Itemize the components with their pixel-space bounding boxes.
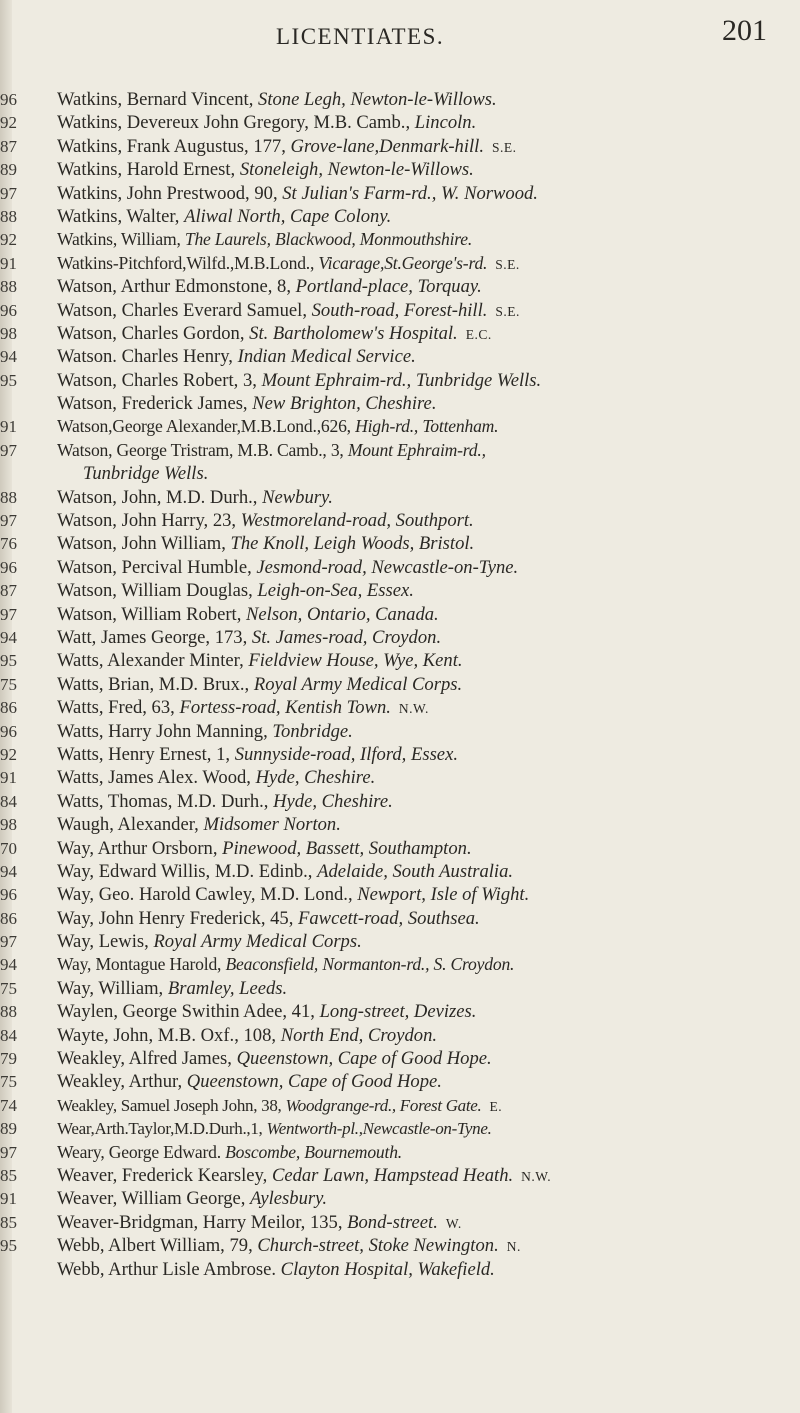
entry-address: North End, Croydon. xyxy=(280,1024,438,1046)
entry-line xyxy=(57,603,793,626)
margin-number: 88 xyxy=(0,277,17,297)
entry-address: Jesmond-road, Newcastle-on-Tyne. xyxy=(256,556,519,578)
postal-district: N.W. xyxy=(398,701,429,717)
entry-line xyxy=(57,883,793,906)
margin-number: 84 xyxy=(0,791,17,811)
entry-name: Watkins, Walter, xyxy=(57,205,180,227)
entry-name: Watson, Percival Humble, xyxy=(57,556,252,578)
entry-address: Pinewood, Bassett, Southampton. xyxy=(222,837,472,859)
entry-address: Stoneleigh, Newton-le-Willows. xyxy=(239,159,474,181)
entry-line xyxy=(57,158,793,181)
entry-address: Bramley, Leeds. xyxy=(167,977,288,999)
entry-line xyxy=(57,626,793,649)
margin-number: 97 xyxy=(0,440,17,460)
entry-name: Watts, Harry John Manning, xyxy=(57,720,268,742)
entry-name: Wear,Arth.Taylor,M.D.Durh.,1, xyxy=(57,1119,263,1139)
entry-name: Waylen, George Swithin Adee, 41, xyxy=(57,1001,315,1023)
margin-number: 85 xyxy=(0,1212,17,1232)
margin-number: 89 xyxy=(0,160,17,180)
entry-name: Watts, James Alex. Wood, xyxy=(57,767,251,789)
margin-number: 86 xyxy=(0,908,17,928)
entry-line xyxy=(57,556,793,579)
list-entry xyxy=(0,1047,800,1070)
entry-name: Watkins, Harold Ernest, xyxy=(57,159,236,181)
entry-name: Way, Arthur Orsborn, xyxy=(57,837,218,859)
margin-number: 86 xyxy=(0,698,17,718)
entry-address: Queenstown, Cape of Good Hope. xyxy=(186,1071,442,1093)
postal-district: E. xyxy=(489,1098,503,1114)
list-entry xyxy=(0,766,800,789)
entry-name: Webb, Arthur Lisle Ambrose. xyxy=(57,1258,277,1280)
entry-name: Watts, Henry Ernest, 1, xyxy=(57,743,231,765)
entry-line xyxy=(57,228,793,251)
entry-address: New Brighton, Cheshire. xyxy=(252,393,437,415)
list-entry xyxy=(0,720,800,743)
entry-address: Stone Legh, Newton-le-Willows. xyxy=(258,89,497,110)
margin-number: 88 xyxy=(0,1002,17,1022)
entry-address: Aliwal North, Cape Colony. xyxy=(184,205,392,227)
entry-address: High-rd., Tottenham. xyxy=(355,416,499,437)
licentiates-list xyxy=(0,88,800,1281)
list-entry xyxy=(0,579,800,602)
entry-name: Watkins, John Prestwood, 90, xyxy=(57,182,278,204)
entry-address: Fawcett-road, Southsea. xyxy=(298,907,480,929)
entry-line xyxy=(57,1187,793,1210)
entry-address: Wentworth-pl.,Newcastle-on-Tyne. xyxy=(266,1119,492,1139)
entry-line xyxy=(57,1164,793,1187)
entry-address: Hyde, Cheshire. xyxy=(255,767,376,789)
entry-address: Hyde, Cheshire. xyxy=(273,790,393,812)
list-entry xyxy=(0,883,800,906)
entry-address: Boscombe, Bournemouth. xyxy=(225,1141,402,1162)
entry-address: Beaconsfield, Normanton-rd., S. Croydon. xyxy=(225,954,515,975)
entry-name: Weary, George Edward. xyxy=(57,1141,221,1162)
list-entry xyxy=(0,111,800,134)
entry-name: Watson, Charles Everard Samuel, xyxy=(57,299,307,321)
list-entry xyxy=(0,556,800,579)
margin-number: 97 xyxy=(0,932,17,952)
entry-line xyxy=(57,1070,793,1093)
entry-address: Grove-lane,Denmark-hill. xyxy=(290,135,484,157)
entry-address: Long-street, Devizes. xyxy=(319,1001,477,1023)
list-entry xyxy=(0,696,800,719)
margin-number: 91 xyxy=(0,417,17,437)
entry-line xyxy=(57,1141,793,1164)
entry-name: Weaver, Frederick Kearsley, xyxy=(57,1164,268,1186)
entry-name: Watson, George Tristram, M.B. Camb., 3, xyxy=(57,439,344,460)
list-entry xyxy=(0,1211,800,1234)
list-entry xyxy=(0,626,800,649)
entry-line xyxy=(57,439,793,462)
list-entry xyxy=(0,1141,800,1164)
entry-line xyxy=(57,1258,793,1281)
list-entry xyxy=(0,486,800,509)
list-entry xyxy=(0,275,800,298)
entry-line xyxy=(57,252,793,275)
list-entry xyxy=(0,1234,800,1257)
entry-address: St. James-road, Croydon. xyxy=(251,626,442,648)
margin-number: 95 xyxy=(0,370,17,390)
list-entry xyxy=(0,135,800,158)
entry-address: Nelson, Ontario, Canada. xyxy=(246,603,439,625)
list-entry xyxy=(0,1187,800,1210)
entry-line xyxy=(57,579,793,602)
list-entry xyxy=(0,205,800,228)
entry-name: Weakley, Arthur, xyxy=(57,1071,183,1093)
margin-number: 94 xyxy=(0,347,17,367)
entry-address: Mount Ephraim-rd., Tunbridge Wells. xyxy=(261,369,542,391)
entry-address: Fortess-road, Kentish Town. xyxy=(179,697,391,719)
list-entry xyxy=(0,88,800,111)
list-entry xyxy=(0,392,800,415)
entry-name: Watkins, Devereux John Gregory, M.B. Camb., xyxy=(57,112,411,134)
margin-number: 92 xyxy=(0,744,17,764)
list-entry xyxy=(0,673,800,696)
list-entry xyxy=(0,1094,800,1117)
entry-line xyxy=(57,415,793,438)
list-entry xyxy=(0,1070,800,1093)
entry-line xyxy=(57,1234,793,1257)
margin-number: 94 xyxy=(0,627,17,647)
list-entry xyxy=(0,1117,800,1140)
entry-line xyxy=(57,720,793,743)
postal-district: S.E. xyxy=(495,256,520,272)
margin-number: 87 xyxy=(0,136,17,156)
entry-line xyxy=(57,1211,793,1234)
entry-name: Watson. Charles Henry, xyxy=(57,346,233,368)
margin-number: 96 xyxy=(0,721,17,741)
margin-number: 88 xyxy=(0,206,17,226)
postal-district: S.E. xyxy=(495,303,520,319)
margin-number: 98 xyxy=(0,323,17,343)
margin-number: 91 xyxy=(0,253,17,273)
list-entry xyxy=(0,322,800,345)
margin-number: 75 xyxy=(0,978,17,998)
entry-name: Watkins, Bernard Vincent, xyxy=(57,89,254,110)
margin-number: 84 xyxy=(0,1025,17,1045)
list-entry xyxy=(0,228,800,251)
list-entry xyxy=(0,977,800,1000)
entry-name: Watts, Alexander Minter, xyxy=(57,650,244,672)
entry-name: Way, Edward Willis, M.D. Edinb., xyxy=(57,860,313,882)
entry-line xyxy=(57,696,793,719)
margin-number: 97 xyxy=(0,183,17,203)
entry-name: Way, Geo. Harold Cawley, M.D. Lond., xyxy=(57,884,353,906)
margin-number: 85 xyxy=(0,1165,17,1185)
entry-line xyxy=(57,766,793,789)
entry-address: Cedar Lawn, Hampstead Heath. xyxy=(271,1164,514,1186)
entry-name: Watkins, Frank Augustus, 177, xyxy=(57,135,286,157)
entry-name: Wayte, John, M.B. Oxf., 108, xyxy=(57,1024,277,1046)
entry-line xyxy=(57,135,793,158)
entry-address: The Laurels, Blackwood, Monmouthshire. xyxy=(184,229,473,250)
entry-line xyxy=(57,930,793,953)
entry-name: Watson, John William, xyxy=(57,533,226,555)
entry-address: Lincoln. xyxy=(414,112,477,134)
entry-name: Way, Montague Harold, xyxy=(57,954,222,975)
entry-name: Watson, Charles Robert, 3, xyxy=(57,369,257,391)
entry-line xyxy=(57,486,793,509)
entry-name: Weaver-Bridgman, Harry Meilor, 135, xyxy=(57,1211,343,1233)
entry-line xyxy=(57,509,793,532)
entry-line xyxy=(57,790,793,813)
entry-name: Waugh, Alexander, xyxy=(57,814,199,836)
entry-line xyxy=(57,837,793,860)
entry-line xyxy=(57,532,793,555)
entry-line xyxy=(57,182,793,205)
entry-address: Leigh-on-Sea, Essex. xyxy=(257,580,414,602)
entry-name: Weakley, Samuel Joseph John, 38, xyxy=(57,1095,282,1115)
entry-line xyxy=(57,299,793,322)
entry-address: Mount Ephraim-rd., xyxy=(347,439,486,460)
margin-number: 70 xyxy=(0,838,17,858)
margin-number: 76 xyxy=(0,534,17,554)
margin-number: 97 xyxy=(0,604,17,624)
entry-name: Way, Lewis, xyxy=(57,931,149,953)
list-entry xyxy=(0,1164,800,1187)
entry-address: Royal Army Medical Corps. xyxy=(253,673,463,695)
entry-address-continued: Tunbridge Wells. xyxy=(83,463,209,485)
list-entry xyxy=(0,603,800,626)
list-entry xyxy=(0,1000,800,1023)
entry-address: The Knoll, Leigh Woods, Bristol. xyxy=(230,533,475,555)
entry-name: Weakley, Alfred James, xyxy=(57,1048,232,1070)
entry-line xyxy=(57,907,793,930)
margin-number: 75 xyxy=(0,674,17,694)
entry-name: Watson,George Alexander,M.B.Lond.,626, xyxy=(57,416,351,437)
entry-name: Watts, Thomas, M.D. Durh., xyxy=(57,790,269,812)
margin-number: 79 xyxy=(0,1049,17,1069)
margin-number: 98 xyxy=(0,815,17,835)
margin-number: 89 xyxy=(0,1119,17,1139)
entry-line xyxy=(57,860,793,883)
margin-number: 97 xyxy=(0,511,17,531)
list-entry xyxy=(0,953,800,976)
entry-name: Watkins, William, xyxy=(57,229,181,250)
entry-address: Portland-place, Torquay. xyxy=(295,276,482,298)
margin-number: 96 xyxy=(0,557,17,577)
list-entry xyxy=(0,252,800,275)
entry-line xyxy=(57,369,793,392)
entry-line xyxy=(57,1047,793,1070)
entry-line xyxy=(57,1094,793,1117)
entry-address: Adelaide, South Australia. xyxy=(317,860,514,882)
entry-address: Tonbridge. xyxy=(272,720,353,742)
entry-address: St Julian's Farm-rd., W. Norwood. xyxy=(282,182,538,204)
entry-address: Queenstown, Cape of Good Hope. xyxy=(236,1048,492,1070)
margin-number: 94 xyxy=(0,861,17,881)
entry-address: Woodgrange-rd., Forest Gate. xyxy=(285,1095,482,1115)
entry-line xyxy=(57,322,793,345)
margin-number: 94 xyxy=(0,955,17,975)
list-entry xyxy=(0,930,800,953)
list-entry xyxy=(0,743,800,766)
entry-line xyxy=(57,88,793,111)
list-entry xyxy=(0,369,800,392)
margin-number: 75 xyxy=(0,1072,17,1092)
running-head xyxy=(0,10,800,50)
entry-address: Westmoreland-road, Southport. xyxy=(240,510,474,532)
entry-name: Watkins-Pitchford,Wilfd.,M.B.Lond., xyxy=(57,252,315,273)
entry-line xyxy=(57,345,793,368)
margin-number: 96 xyxy=(0,300,17,320)
margin-number: 96 xyxy=(0,885,17,905)
postal-district: S.E. xyxy=(492,139,517,155)
entry-line xyxy=(57,1024,793,1047)
entry-address: Sunnyside-road, Ilford, Essex. xyxy=(234,743,458,765)
entry-line xyxy=(57,1117,793,1140)
entry-address: Aylesbury. xyxy=(250,1188,327,1210)
list-entry xyxy=(0,790,800,813)
entry-name: Watson, John Harry, 23, xyxy=(57,510,237,532)
margin-number: 91 xyxy=(0,768,17,788)
entry-line xyxy=(57,673,793,696)
list-entry xyxy=(0,299,800,322)
entry-name: Watt, James George, 173, xyxy=(57,626,248,648)
entry-address: St. Bartholomew's Hospital. xyxy=(249,322,458,344)
entry-name: Watts, Fred, 63, xyxy=(57,697,175,719)
list-entry xyxy=(0,860,800,883)
list-entry xyxy=(0,509,800,532)
entry-name: Watson, William Douglas, xyxy=(57,580,253,602)
entry-line xyxy=(57,813,793,836)
entry-name: Webb, Albert William, 79, xyxy=(57,1235,253,1257)
entry-address: Royal Army Medical Corps. xyxy=(153,931,362,953)
entry-address: Bond-street. xyxy=(347,1211,438,1233)
margin-number: 88 xyxy=(0,487,17,507)
margin-number: 74 xyxy=(0,1095,17,1115)
entry-address: Midsomer Norton. xyxy=(203,814,341,836)
margin-number: 92 xyxy=(0,230,17,250)
entry-line xyxy=(57,953,793,976)
entry-line xyxy=(57,1000,793,1023)
margin-number: 95 xyxy=(0,651,17,671)
postal-district: N.W. xyxy=(521,1168,552,1184)
list-entry xyxy=(0,158,800,181)
entry-line xyxy=(57,743,793,766)
entry-name: Watson, John, M.D. Durh., xyxy=(57,486,258,508)
list-entry xyxy=(0,439,800,486)
entry-address: Fieldview House, Wye, Kent. xyxy=(248,650,463,672)
page-number: 201 xyxy=(722,14,767,47)
list-entry xyxy=(0,1258,800,1281)
entry-line xyxy=(57,275,793,298)
list-entry xyxy=(0,649,800,672)
entry-line xyxy=(57,649,793,672)
entry-line xyxy=(57,111,793,134)
postal-district: W. xyxy=(445,1215,462,1231)
entry-line xyxy=(57,392,793,415)
list-entry xyxy=(0,532,800,555)
entry-address: Church-street, Stoke Newington. xyxy=(257,1235,499,1257)
entry-address: Clayton Hospital, Wakefield. xyxy=(280,1258,495,1280)
entry-name: Way, John Henry Frederick, 45, xyxy=(57,907,294,929)
entry-address: South-road, Forest-hill. xyxy=(311,299,488,321)
entry-line xyxy=(57,205,793,228)
margin-number: 95 xyxy=(0,1236,17,1256)
entry-name: Weaver, William George, xyxy=(57,1188,246,1210)
list-entry xyxy=(0,1024,800,1047)
list-entry xyxy=(0,907,800,930)
entry-address: Indian Medical Service. xyxy=(237,346,416,368)
list-entry xyxy=(0,182,800,205)
entry-name: Watson, Frederick James, xyxy=(57,393,248,415)
entry-line xyxy=(57,977,793,1000)
list-entry xyxy=(0,415,800,438)
entry-name: Watson, William Robert, xyxy=(57,603,242,625)
postal-district: E.C. xyxy=(465,326,492,342)
entry-address: Newbury. xyxy=(262,486,333,508)
list-entry xyxy=(0,345,800,368)
entry-name: Watson, Arthur Edmonstone, 8, xyxy=(57,276,292,298)
entry-address: Vicarage,St.George's-rd. xyxy=(318,252,488,273)
entry-name: Watson, Charles Gordon, xyxy=(57,322,245,344)
margin-number: 96 xyxy=(0,90,17,109)
margin-number: 91 xyxy=(0,1189,17,1209)
margin-number: 97 xyxy=(0,1142,17,1162)
entry-name: Way, William, xyxy=(57,977,164,999)
postal-district: N. xyxy=(506,1239,521,1255)
list-entry xyxy=(0,813,800,836)
entry-continuation xyxy=(83,462,793,485)
entry-name: Watts, Brian, M.D. Brux., xyxy=(57,673,250,695)
entry-address: Newport, Isle of Wight. xyxy=(357,884,530,906)
margin-number: 92 xyxy=(0,113,17,133)
list-entry xyxy=(0,837,800,860)
margin-number: 87 xyxy=(0,581,17,601)
header-title: LICENTIATES. xyxy=(276,24,445,49)
